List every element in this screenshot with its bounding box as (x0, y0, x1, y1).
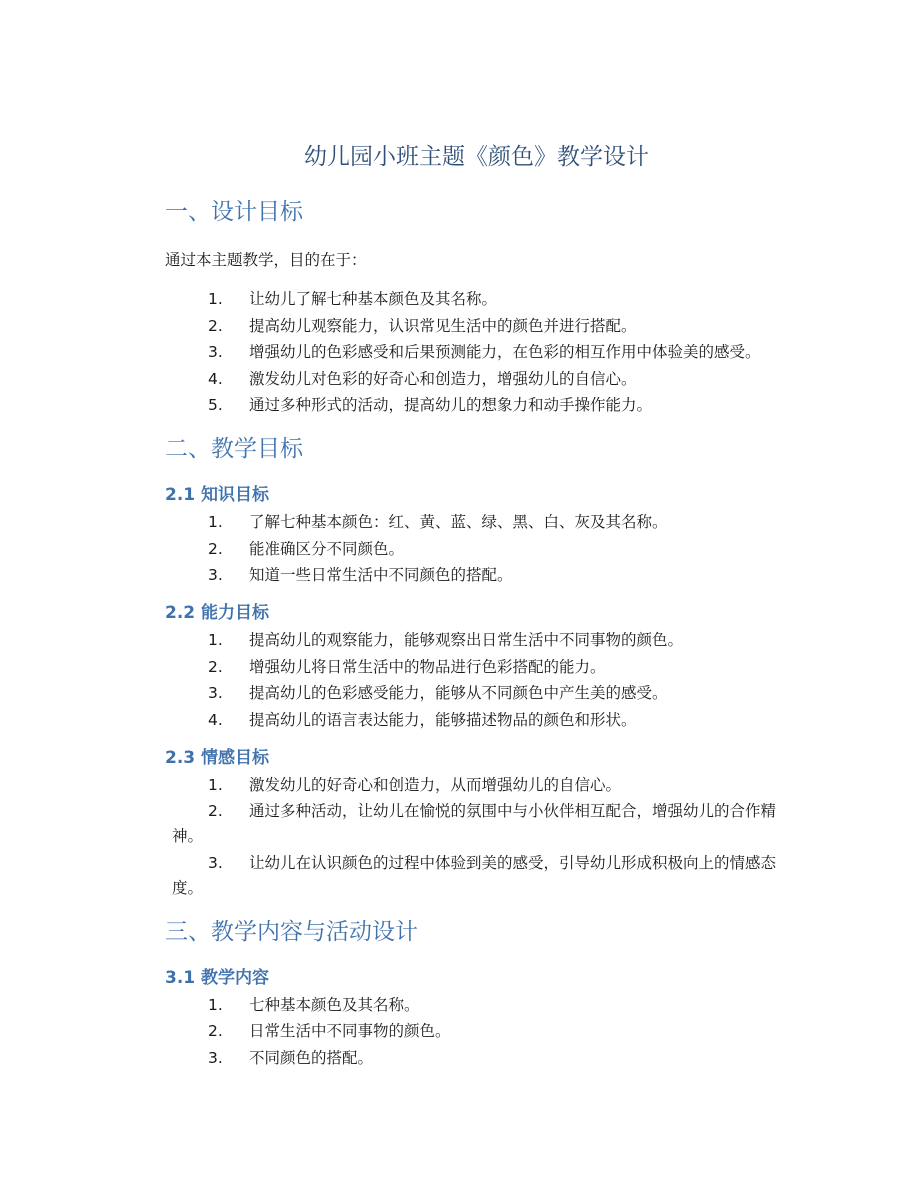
list-text: 提高幼儿的色彩感受能力，能够从不同颜色中产生美的感受。 (249, 684, 668, 702)
list-text: 激发幼儿对色彩的好奇心和创造力，增强幼儿的自信心。 (249, 369, 637, 388)
list-number: 2. (208, 539, 223, 558)
list-text: 能准确区分不同颜色。 (249, 539, 405, 558)
list-text: 提高幼儿的观察能力，能够观察出日常生活中不同事物的颜色。 (249, 631, 684, 649)
list-number: 3. (208, 343, 223, 361)
section-heading-teaching-goals: 二、教学目标 (165, 436, 303, 462)
emotion-goals-list (165, 773, 788, 901)
list-item (165, 655, 788, 680)
list-item (165, 563, 788, 588)
list-item (165, 1046, 788, 1071)
document-title: 幼儿园小班主题《颜色》教学设计 (304, 144, 649, 170)
list-text: 增强幼儿的色彩感受和后果预测能力，在色彩的相互作用中体验美的感受。 (249, 343, 761, 361)
design-goals-list (165, 287, 788, 418)
list-text: 知道一些日常生活中不同颜色的搭配。 (249, 566, 513, 584)
list-item (165, 287, 788, 312)
list-number: 1. (208, 631, 223, 649)
list-number: 3. (208, 684, 223, 702)
list-text: 让幼儿了解七种基本颜色及其名称。 (249, 290, 498, 308)
knowledge-goals-list (165, 510, 788, 588)
list-number: 5. (208, 396, 223, 414)
list-text: 日常生活中不同事物的颜色。 (249, 1022, 451, 1040)
list-item (165, 773, 788, 798)
subsection-heading-knowledge: 2.1 知识目标 (165, 485, 270, 505)
content-list (165, 993, 788, 1071)
list-text: 激发幼儿的好奇心和创造力，从而增强幼儿的自信心。 (249, 775, 622, 794)
list-number: 4. (208, 369, 223, 388)
list-item (165, 1019, 788, 1044)
list-text: 让幼儿在认识颜色的过程中体验到美的感受，引导幼儿形成积极向上的情感态度。 (172, 853, 777, 897)
list-text: 提高幼儿观察能力，认识常见生活中的颜色并进行搭配。 (249, 316, 637, 335)
subsection-heading-ability: 2.2 能力目标 (165, 603, 270, 623)
list-number: 3. (208, 853, 223, 872)
list-item (165, 537, 788, 562)
list-number: 3. (208, 566, 223, 584)
list-number: 2. (208, 1022, 223, 1040)
list-number: 1. (208, 513, 223, 531)
list-item (165, 681, 788, 706)
list-text: 通过多种形式的活动，提高幼儿的想象力和动手操作能力。 (249, 396, 653, 414)
list-text: 了解七种基本颜色：红、黄、蓝、绿、黑、白、灰及其名称。 (249, 513, 668, 531)
list-number: 1. (208, 775, 223, 794)
list-item (165, 628, 788, 653)
list-number: 1. (208, 290, 223, 308)
list-text: 七种基本颜色及其名称。 (249, 995, 420, 1014)
list-text: 提高幼儿的语言表达能力，能够描述物品的颜色和形状。 (249, 710, 637, 729)
list-text: 通过多种活动，让幼儿在愉悦的氛围中与小伙伴相互配合，增强幼儿的合作精神。 (172, 802, 777, 845)
list-item (165, 851, 788, 901)
list-text: 增强幼儿将日常生活中的物品进行色彩搭配的能力。 (249, 657, 606, 676)
list-item (165, 393, 788, 418)
section-heading-content-activities: 三、教学内容与活动设计 (165, 918, 418, 945)
list-item (165, 993, 788, 1018)
list-item (165, 708, 788, 733)
subsection-heading-content: 3.1 教学内容 (165, 967, 270, 988)
list-item (165, 314, 788, 339)
list-item (165, 340, 788, 365)
list-number: 2. (208, 316, 223, 335)
subsection-heading-emotion: 2.3 情感目标 (165, 747, 270, 768)
list-text: 不同颜色的搭配。 (249, 1048, 374, 1067)
section-heading-design-goals: 一、设计目标 (165, 199, 303, 225)
ability-goals-list (165, 628, 788, 733)
list-item (165, 799, 788, 849)
list-number: 3. (208, 1048, 223, 1067)
section-intro-text: 通过本主题教学，目的在于： (165, 251, 367, 269)
list-number: 1. (208, 995, 223, 1014)
list-item (165, 510, 788, 535)
list-item (165, 367, 788, 392)
list-number: 2. (208, 802, 223, 820)
list-number: 4. (208, 710, 223, 729)
list-number: 2. (208, 657, 223, 676)
